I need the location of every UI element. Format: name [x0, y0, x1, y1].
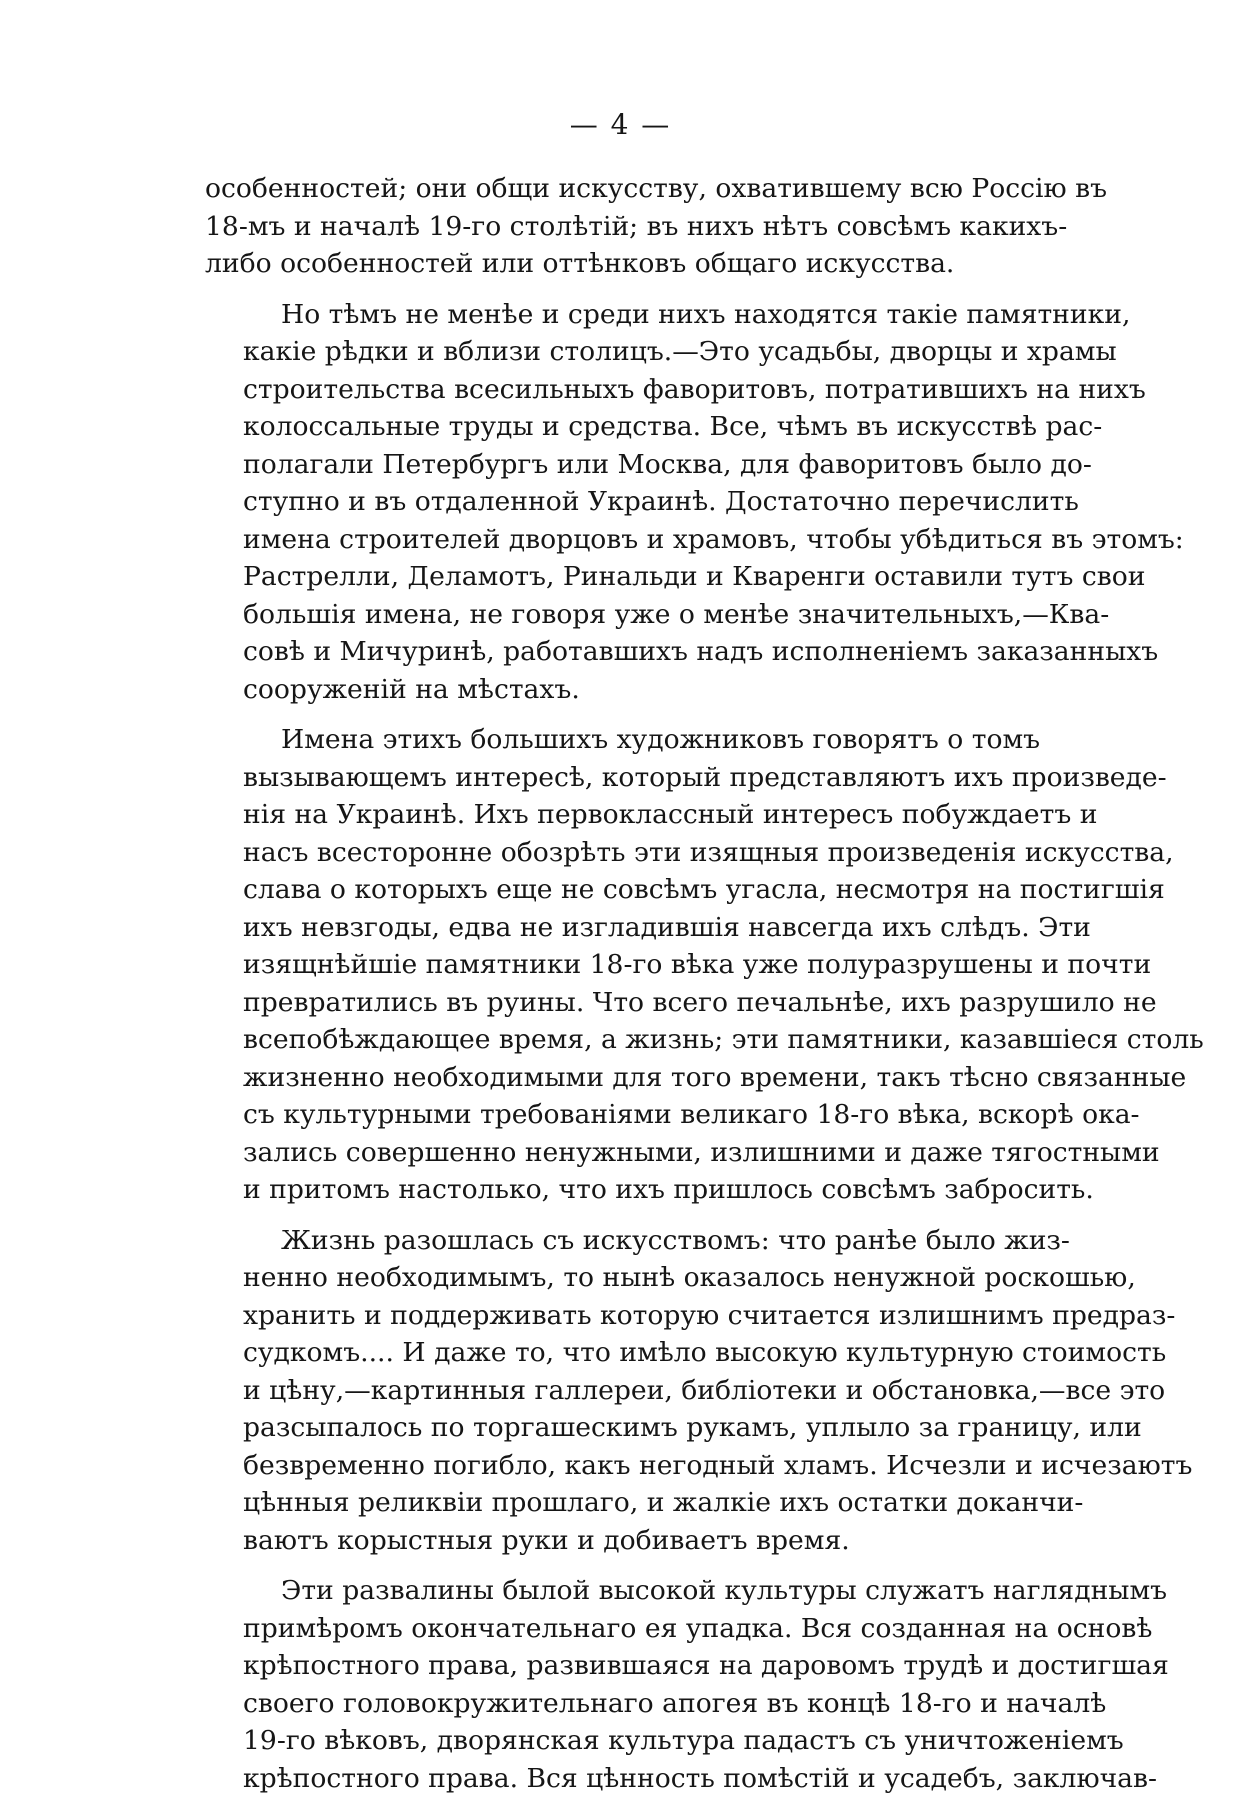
- paragraph: [205, 296, 1184, 709]
- text-line: Но тѣмъ не менѣе и среди нихъ находятся такіе памятники,: [281, 298, 1131, 330]
- text-line: слава о которыхъ еще не совсѣмъ угасла, несмотря на постигшія: [243, 874, 1165, 905]
- text-line: особенностей; они общи искусству, охватившему всю Россію въ: [205, 173, 1108, 204]
- text-line: съ культурными требованіями великаго 18-го вѣка, вскорѣ ока-: [243, 1099, 1140, 1130]
- text-line: строительства всесильныхъ фаворитовъ, потратившихъ на нихъ: [243, 373, 1146, 405]
- paragraph: [205, 170, 1108, 283]
- paragraph: [205, 1222, 1193, 1560]
- text-line: либо особенностей или оттѣнковъ общаго искусства.: [205, 248, 955, 279]
- text-line: изящнѣйшіе памятники 18-го вѣка уже полуразрушены и почти: [243, 949, 1152, 980]
- text-line: крѣпостного права. Вся цѣнность помѣстій и усадебъ, заключав-: [243, 1762, 1157, 1794]
- text-line: цѣнныя реликвіи прошлаго, и жалкіе ихъ остатки доканчи-: [243, 1487, 1084, 1518]
- text-line: ненно необходимымъ, то нынѣ оказалось ненужной роскошью,: [243, 1262, 1136, 1293]
- text-line: совѣ и Мичуринѣ, работавшихъ надъ исполненіемъ заказанныхъ: [243, 636, 1159, 667]
- text-line: нія на Украинѣ. Ихъ первоклассный интересъ побуждаетъ и: [243, 799, 1098, 830]
- text-line: 18-мъ и началѣ 19-го столѣтій; въ нихъ нѣтъ совсѣмъ какихъ-: [205, 210, 1068, 242]
- text-line: крѣпостного права, развившаяся на даровомъ трудѣ и достигшая: [243, 1650, 1169, 1681]
- text-line: жизненно необходимыми для того времени, такъ тѣсно связанные: [243, 1061, 1187, 1093]
- text-line: вызывающемъ интересѣ, который представляютъ ихъ произведе-: [243, 761, 1167, 793]
- page-number: — 4 —: [569, 108, 672, 141]
- text-line: ваютъ корыстныя руки и добиваетъ время.: [243, 1524, 850, 1556]
- text-line: ихъ невзгоды, едва не изгладившія навсегда ихъ слѣдъ. Эти: [243, 911, 1091, 943]
- body-text: [205, 170, 1204, 1810]
- text-line: зались совершенно ненужными, излишними и даже тягостными: [243, 1136, 1160, 1168]
- text-line: имена строителей дворцовъ и храмовъ, чтобы убѣдиться въ этомъ:: [243, 523, 1184, 555]
- text-line: Жизнь разошлась съ искусствомъ: что ранѣе было жиз-: [281, 1224, 1070, 1256]
- text-line: безвременно погибло, какъ негодный хламъ. Исчезли и исчезаютъ: [243, 1449, 1193, 1481]
- text-line: какіе рѣдки и вблизи столицъ.—Это усадьбы, дворцы и храмы: [243, 336, 1117, 367]
- text-line: своего головокружительнаго апогея въ концѣ 18-го и началѣ: [243, 1687, 1107, 1719]
- text-line: сооруженій на мѣстахъ.: [243, 673, 580, 705]
- text-line: примѣромъ окончательнаго ея упадка. Вся созданная на основѣ: [243, 1612, 1153, 1644]
- text-line: и притомъ настолько, что ихъ пришлось совсѣмъ забросить.: [243, 1174, 1094, 1205]
- text-line: разсыпалось по торгашескимъ рукамъ, уплыло за границу, или: [243, 1412, 1142, 1443]
- text-line: насъ всесторонне обозрѣть эти изящныя произведенія искусства,: [243, 836, 1174, 868]
- text-line: колоссальные труды и средства. Все, чѣмъ въ искусствѣ рас-: [243, 411, 1103, 442]
- paragraph: [205, 721, 1204, 1209]
- text-line: Эти развалины былой высокой культуры служатъ нагляднымъ: [281, 1575, 1168, 1606]
- text-line: полагали Петербургъ или Москва, для фаворитовъ было до-: [243, 448, 1092, 480]
- text-line: и цѣну,—картинныя галлереи, библіотеки и обстановка,—все это: [243, 1374, 1166, 1406]
- text-line: ступно и въ отдаленной Украинѣ. Достаточно перечислить: [243, 486, 1079, 517]
- text-line: хранить и поддерживать которую считается излишнимъ предраз-: [243, 1299, 1176, 1331]
- text-line: Растрелли, Деламотъ, Ринальди и Кваренги оставили тутъ свои: [243, 561, 1146, 592]
- text-line: превратились въ руины. Что всего печальнѣе, ихъ разрушило не: [243, 986, 1157, 1018]
- text-line: Имена этихъ большихъ художниковъ говорятъ о томъ: [281, 724, 1041, 755]
- text-line: всепобѣждающее время, а жизнь; эти памятники, казавшіеся столь: [243, 1024, 1204, 1055]
- paragraph: [205, 1572, 1169, 1797]
- text-line: судкомъ.... И даже то, что имѣло высокую культурную стоимость: [243, 1337, 1167, 1368]
- text-line: 19-го вѣковъ, дворянская культура падастъ съ уничтоженіемъ: [243, 1725, 1124, 1756]
- text-line: большія имена, не говоря уже о менѣе значительныхъ,—Ква-: [243, 598, 1110, 630]
